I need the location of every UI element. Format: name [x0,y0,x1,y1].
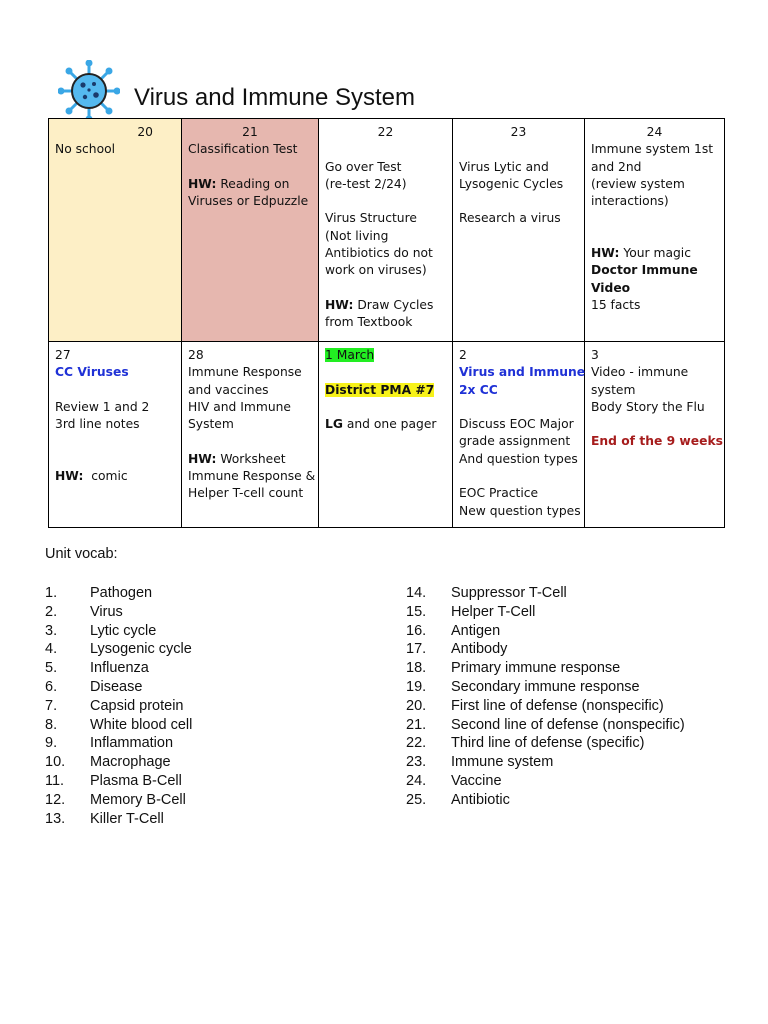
vocab-number: 16. [406,622,427,639]
homework-line [188,451,312,468]
vocab-number: 5. [45,660,58,677]
vocab-number: 19. [406,678,427,695]
vocab-number: 11. [45,772,65,789]
vocab-term: Second line of defense (nonspecific) [451,716,685,733]
day-number: 27 [55,348,71,362]
vocab-number: 2. [45,603,58,620]
vocab-number: 24. [406,772,427,789]
vocab-number: 17. [406,641,427,658]
calendar-cell-23 [453,119,585,342]
vocab-number: 25. [406,791,427,808]
cell-text: HIV and Immune [188,399,291,414]
cell-text: from Textbook [325,315,413,330]
cell-text: Discuss EOC Major [459,417,574,432]
cell-text: Video - immune [591,365,689,380]
cell-text: Virus Structure [325,211,417,226]
calendar-cell-3 [585,342,725,528]
vocab-number: 7. [45,697,58,714]
hw-label: HW: [188,451,217,466]
vocab-number: 18. [406,660,427,677]
cell-text: And question types [459,451,578,466]
vocab-term: Secondary immune response [451,678,640,695]
vocab-term: Suppressor T-Cell [451,585,567,601]
calendar-week-1 [49,119,725,342]
homework-line [591,245,718,262]
vocab-term: Virus [90,603,123,620]
vocab-term: Memory B-Cell [90,791,186,808]
hw-text: comic [83,469,128,484]
cell-text: System [188,417,234,432]
cell-text: Immune Response [188,365,302,380]
cell-text: and vaccines [188,382,269,397]
cell-text: Classification Test [188,142,298,157]
cell-text: Virus and Immune [459,365,586,380]
calendar-cell-2 [453,342,585,528]
hw-label: HW: [55,469,84,484]
page-title: Virus and Immune System [134,84,416,111]
day-number: 3 [591,348,599,362]
vocab-term: Primary immune response [451,660,621,677]
hw-label: HW: [188,176,217,191]
cell-text: 15 facts [591,297,641,312]
cell-text: Video [591,280,631,295]
cell-text: No school [55,142,116,157]
vocab-term: Antigen [451,622,501,639]
cell-text: 2x CC [459,382,498,397]
cell-text: Helper T-cell count [188,486,304,501]
vocab-number: 12. [45,791,66,808]
calendar-cell-21 [182,119,319,342]
vocab-term: Pathogen [90,585,153,601]
vocab-term: Third line of defense (specific) [451,735,645,752]
vocab-term: Killer T-Cell [90,810,164,827]
vocab-term: Inflammation [90,735,174,752]
cell-text: system [591,382,636,397]
cell-text: Immune Response & [188,469,316,484]
day-number: 2 [459,348,467,362]
cell-text: Viruses or Edpuzzle [188,194,309,209]
cell-text: (Not living [325,228,389,243]
vocab-term: Antibody [451,641,508,658]
cell-text: work on viruses) [325,263,427,278]
homework-line [55,468,175,485]
day-number: 23 [510,125,527,139]
calendar-table [48,118,725,528]
vocab-number: 14. [406,585,427,601]
vocab-number: 10. [45,754,66,771]
vocab-term: White blood cell [90,716,193,733]
hw-text: Worksheet [216,451,286,466]
vocab-term: Helper T-Cell [451,603,536,620]
cell-text: Go over Test [325,159,402,174]
cell-text: (review system [591,176,685,191]
calendar-cell-1-march [319,342,453,528]
vocab-term: Disease [90,678,143,695]
cell-text: End of the 9 weeks [591,434,723,449]
cell-text: interactions) [591,194,669,209]
vocab-term: Vaccine [451,772,502,789]
calendar-cell-27 [49,342,182,528]
hw-label: HW: [591,246,620,261]
vocab-heading: Unit vocab: [45,546,118,562]
vocab-term: Antibiotic [451,791,510,808]
day-number-highlight: 1 March [325,348,375,362]
cell-text: Immune system 1st [591,142,714,157]
cell-text: Antibiotics do not [325,246,433,261]
cell-text: grade assignment [459,434,571,449]
cell-text: Body Story the Flu [591,399,705,414]
day-number: 28 [188,348,204,362]
hw-label: HW: [325,297,354,312]
calendar-week-2 [49,342,725,528]
cell-text: New question types [459,503,581,518]
vocab-number: 13. [45,810,66,827]
pma-line [325,382,446,399]
vocab-term: Influenza [90,660,149,677]
vocab-number: 15. [406,603,427,620]
vocab-number: 1. [45,585,58,601]
vocab-term: Macrophage [90,754,171,771]
homework-line [188,176,312,193]
vocab-term: First line of defense (nonspecific) [451,697,664,714]
vocab-term: Lysogenic cycle [90,641,192,658]
homework-line [325,297,446,314]
lg-text: and one pager [342,417,437,432]
lg-label: LG [325,417,343,432]
vocab-term: Capsid protein [90,697,184,714]
calendar-cell-28 [182,342,319,528]
cell-text: (re-test 2/24) [325,176,407,191]
lg-line [325,416,446,433]
cell-text: and 2nd [591,159,642,174]
vocab-number: 3. [45,622,58,639]
vocab-number: 20. [406,697,427,714]
vocab-number: 9. [45,735,58,752]
cell-text: EOC Practice [459,486,539,501]
vocab-number: 22. [406,735,427,752]
cell-text: Review 1 and 2 [55,399,150,414]
calendar-cell-24 [585,119,725,342]
hw-text: Draw Cycles [353,297,434,312]
vocab-term: Lytic cycle [90,622,157,639]
cell-text: Lysogenic Cycles [459,176,564,191]
vocab-term: Plasma B-Cell [90,772,182,789]
vocab-number: 6. [45,678,58,695]
day-number: 21 [242,125,258,139]
hw-text: Reading on [216,176,290,191]
cell-text: CC Viruses [55,365,129,380]
day-number [325,347,446,364]
cell-text: Doctor Immune [591,263,698,278]
cell-text: 3rd line notes [55,417,140,432]
vocab-number: 4. [45,641,58,658]
pma-highlight: District PMA #7 [325,382,435,397]
hw-text: Your magic [619,246,691,261]
virus-icon [58,60,120,122]
vocab-number: 23. [406,754,427,771]
day-number: 24 [646,125,663,139]
day-number: 20 [137,125,153,139]
vocab-number: 8. [45,716,58,733]
day-number: 22 [377,125,394,139]
cell-text: Virus Lytic and [459,159,549,174]
calendar-cell-22 [319,119,453,342]
vocab-number: 21. [406,716,427,733]
page-header [58,60,708,120]
vocab-term: Immune system [451,754,554,771]
calendar-cell-20 [49,119,182,342]
cell-text: Research a virus [459,211,561,226]
